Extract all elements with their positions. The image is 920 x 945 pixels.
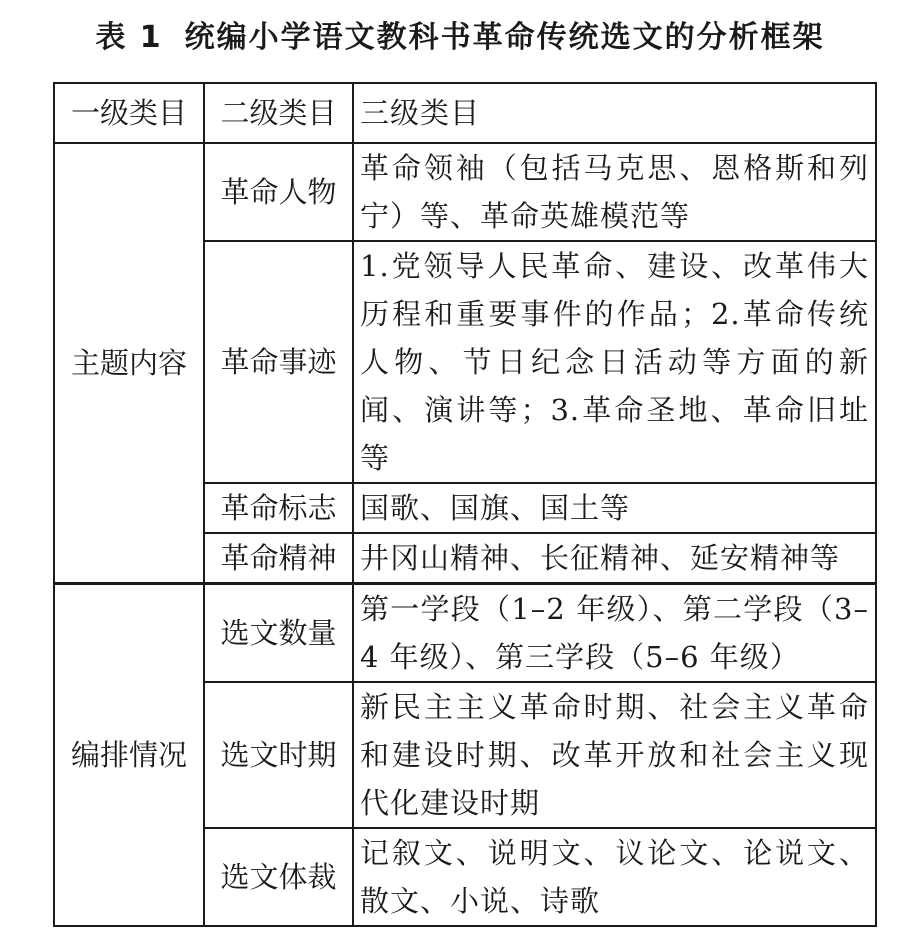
header-level-2: 二级类目 — [204, 83, 353, 143]
level-3-cell: 新民主主义革命时期、社会主义革命和建设时期、改革开放和社会主义现代化建设时期 — [353, 682, 876, 828]
header-level-3: 三级类目 — [353, 83, 876, 143]
group-arrangement — [54, 584, 876, 927]
table-number: 表 1 — [95, 20, 163, 55]
level-2-cell: 革命人物 — [204, 143, 353, 241]
table-row — [54, 143, 876, 241]
level-2-cell: 革命标志 — [204, 483, 353, 533]
level-3-cell: 国歌、国旗、国土等 — [353, 483, 876, 533]
level-2-cell: 选文数量 — [204, 584, 353, 683]
table-row — [54, 584, 876, 683]
level-2-cell: 革命精神 — [204, 533, 353, 584]
level-2-cell: 选文时期 — [204, 682, 353, 828]
level-3-cell: 革命领袖（包括马克思、恩格斯和列宁）等、革命英雄模范等 — [353, 143, 876, 241]
level-2-cell: 选文体裁 — [204, 828, 353, 926]
level-2-cell: 革命事迹 — [204, 241, 353, 483]
table-title: 统编小学语文教科书革命传统选文的分析框架 — [184, 20, 825, 55]
level-1-cell-arrangement: 编排情况 — [54, 584, 204, 927]
group-theme-content — [54, 143, 876, 584]
level-3-cell: 第一学段（1–2 年级）、第二学段（3–4 年级）、第三学段（5–6 年级） — [353, 584, 876, 683]
level-3-cell: 1.党领导人民革命、建设、改革伟大历程和重要事件的作品；2.革命传统人物、节日纪念日活动等方面的新闻、演讲等；3.革命圣地、革命旧址等 — [353, 241, 876, 483]
level-3-cell: 记叙文、说明文、议论文、论说文、散文、小说、诗歌 — [353, 828, 876, 926]
level-1-cell-theme-content: 主题内容 — [54, 143, 204, 584]
table-header-row — [54, 83, 876, 143]
analysis-framework-table — [53, 82, 877, 927]
level-3-cell: 井冈山精神、长征精神、延安精神等 — [353, 533, 876, 584]
table-caption — [0, 18, 920, 58]
header-level-1: 一级类目 — [54, 83, 204, 143]
